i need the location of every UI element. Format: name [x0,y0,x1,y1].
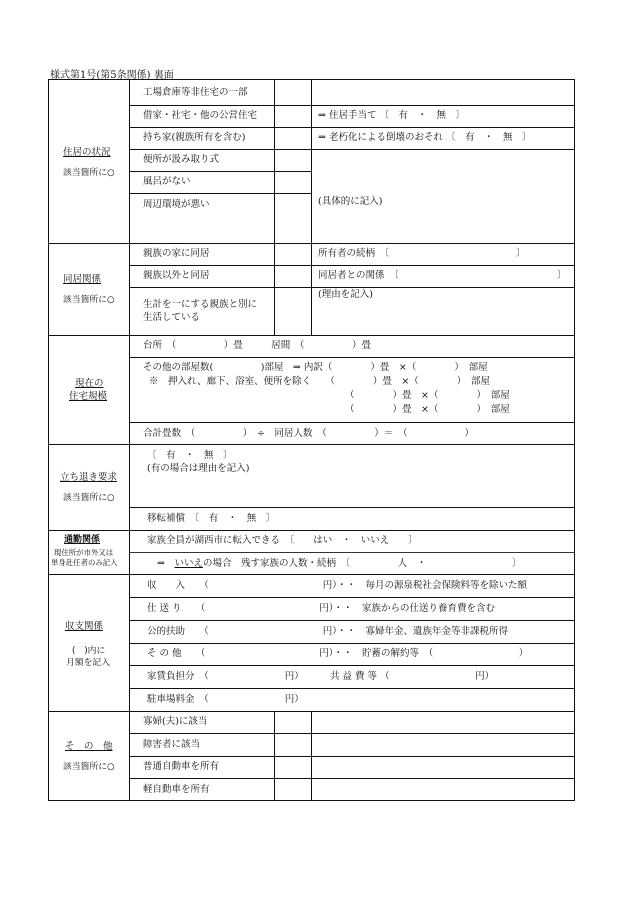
income-common-fee: 共 益 費 等 （ 円） [330,671,495,682]
scale-section-title-2: 住宅規模 [69,391,108,402]
cohab-owner-relation: 所有者の続柄 〔 [318,248,390,259]
section-line [48,530,575,531]
cohab-option: 親族以外と同居 [143,270,210,281]
housing-option: 持ち家(親族所有を含む) [143,132,246,143]
row-line [129,552,575,553]
section-line [48,444,575,445]
form-header: 様式第1号(第5条関係) 裏面 [50,70,174,81]
scale-section-title-1: 現在の [75,378,104,389]
row-line [129,756,575,757]
eviction-section-note: 該当箇所に○ [63,493,115,503]
scale-breakdown-line: （ ）畳 ×（ ） 部屋 [345,404,510,415]
row-line [129,688,575,689]
section-line [48,574,575,575]
commute-family-count: の場合 残す家族の人数・続柄 〔 人 ・ 〕 [202,558,522,569]
other-section-title: そ の 他 [65,741,113,752]
eviction-compensation: 移転補償 〔 有 ・ 無 〕 [147,513,276,524]
cohab-option: 親族の家に同居 [143,248,210,259]
cohab-owner-relation-end: 〕 [516,248,526,259]
commute-section-note-2: 単身赴任者のみ記入 [51,558,118,567]
scale-total: 合計畳数 （ ） ÷ 同居人数 （ ）＝ （ ） [143,428,474,439]
income-row-other: そ の 他 （ 円）・・ 貯蓄の解約等 （ ） [147,648,529,659]
commute-move-question: 家族全員が湖西市に転入できる 〔 はい ・ いいえ 〕 [147,535,418,546]
scale-exclusion-note: ※ 押入れ、廊下、浴室、便所を除く （ ）畳 ×（ ） 部屋 [149,376,491,387]
income-section-note-2: 月額を記入 [66,658,110,668]
row-line [129,643,575,644]
other-section-note: 該当箇所に○ [63,762,115,772]
income-row-public-aid: 公的扶助 （ 円）・・ 寡婦年金、遺族年金等非課税所得 [147,626,509,637]
label-column-divider [129,79,130,801]
row-line [129,507,575,508]
section-line [48,711,575,712]
other-option: 寡婦(夫)に該当 [143,716,208,727]
scale-kitchen-living: 台所 （ ）畳 居間 （ ）畳 [143,340,372,351]
eviction-reason-note: (有の場合は理由を記入) [147,463,250,474]
commute-no-option: いいえ [174,558,203,569]
housing-check-divider-left [274,79,275,243]
income-row-income: 収 入 （ 円）・・ 毎月の源泉税社会保険料等を除いた額 [147,580,528,591]
commute-section-title: 通勤関係 [64,535,101,545]
row-line [129,265,575,266]
housing-section-note: 該当箇所に○ [63,168,115,178]
housing-option: 風呂がない [143,176,191,187]
row-line [129,422,575,423]
cohab-reason-note: (理由を記入) [318,289,373,300]
income-section-title: 収支関係 [65,621,104,632]
row-line [129,149,575,150]
row-line [129,778,575,779]
cohab-divider-right [311,243,312,335]
income-section-note-1: ( )内に [72,646,106,656]
row-line [129,357,575,358]
scale-other-rooms: その他の部屋数( )部屋 ⇒ 内訳（ ）畳 ×（ ） 部屋 [143,362,488,373]
housing-option: 借家・社宅・他の公営住宅 [143,110,258,121]
cohab-divider-left [274,243,275,335]
row-line [129,620,575,621]
other-option: 普通自動車を所有 [143,761,220,772]
scale-breakdown-line: （ ）畳 ×（ ） 部屋 [345,390,510,401]
housing-check-divider-right [311,79,312,243]
row-line [129,193,311,194]
other-option: 障害者に該当 [143,739,201,750]
housing-option: 周辺環境が悪い [143,199,210,210]
row-line [129,287,575,288]
cohab-section-title: 同居関係 [63,274,102,285]
row-line [129,171,311,172]
housing-allowance: ⇒ 住居手当て 〔 有 ・ 無 〕 [318,110,465,121]
housing-option: 工場倉庫等非住宅の一部 [143,87,248,98]
row-line [129,733,575,734]
housing-section-title: 住居の状況 [63,147,111,158]
cohab-option: 生活している [143,312,201,323]
section-line [48,243,575,244]
section-line [48,335,575,336]
cohab-option: 生計を一にする親族と別に [143,299,258,310]
housing-specific-note: (具体的に記入) [318,196,383,207]
housing-collapse-risk: ⇒ 老朽化による倒壊のおそれ 〔 有 ・ 無 〕 [318,132,532,143]
other-option: 軽自動車を所有 [143,784,210,795]
row-line [129,127,575,128]
commute-arrow: ⇒ [157,558,175,569]
housing-option: 便所が汲み取り式 [143,154,220,165]
cohab-cohabitant-relation: 同居者との関係 〔 [318,270,399,281]
commute-section-note-1: 現住所が市外又は [54,548,114,557]
income-rent-share: 家賃負担分 （ 円） [147,671,304,682]
row-line [129,105,575,106]
income-parking-fee: 駐車場料金 （ 円） [147,694,304,705]
row-line [129,665,575,666]
row-line [129,597,575,598]
eviction-choice: 〔 有 ・ 無 〕 [147,450,233,461]
eviction-section-title: 立ち退き要求 [60,472,118,483]
income-row-remittance: 仕 送 り （ 円）・・ 家族からの仕送り養育費を含む [147,603,496,614]
commute-family-left [157,558,521,570]
cohab-section-note: 該当箇所に○ [63,295,115,305]
cohab-cohabitant-relation-end: 〕 [557,270,567,281]
